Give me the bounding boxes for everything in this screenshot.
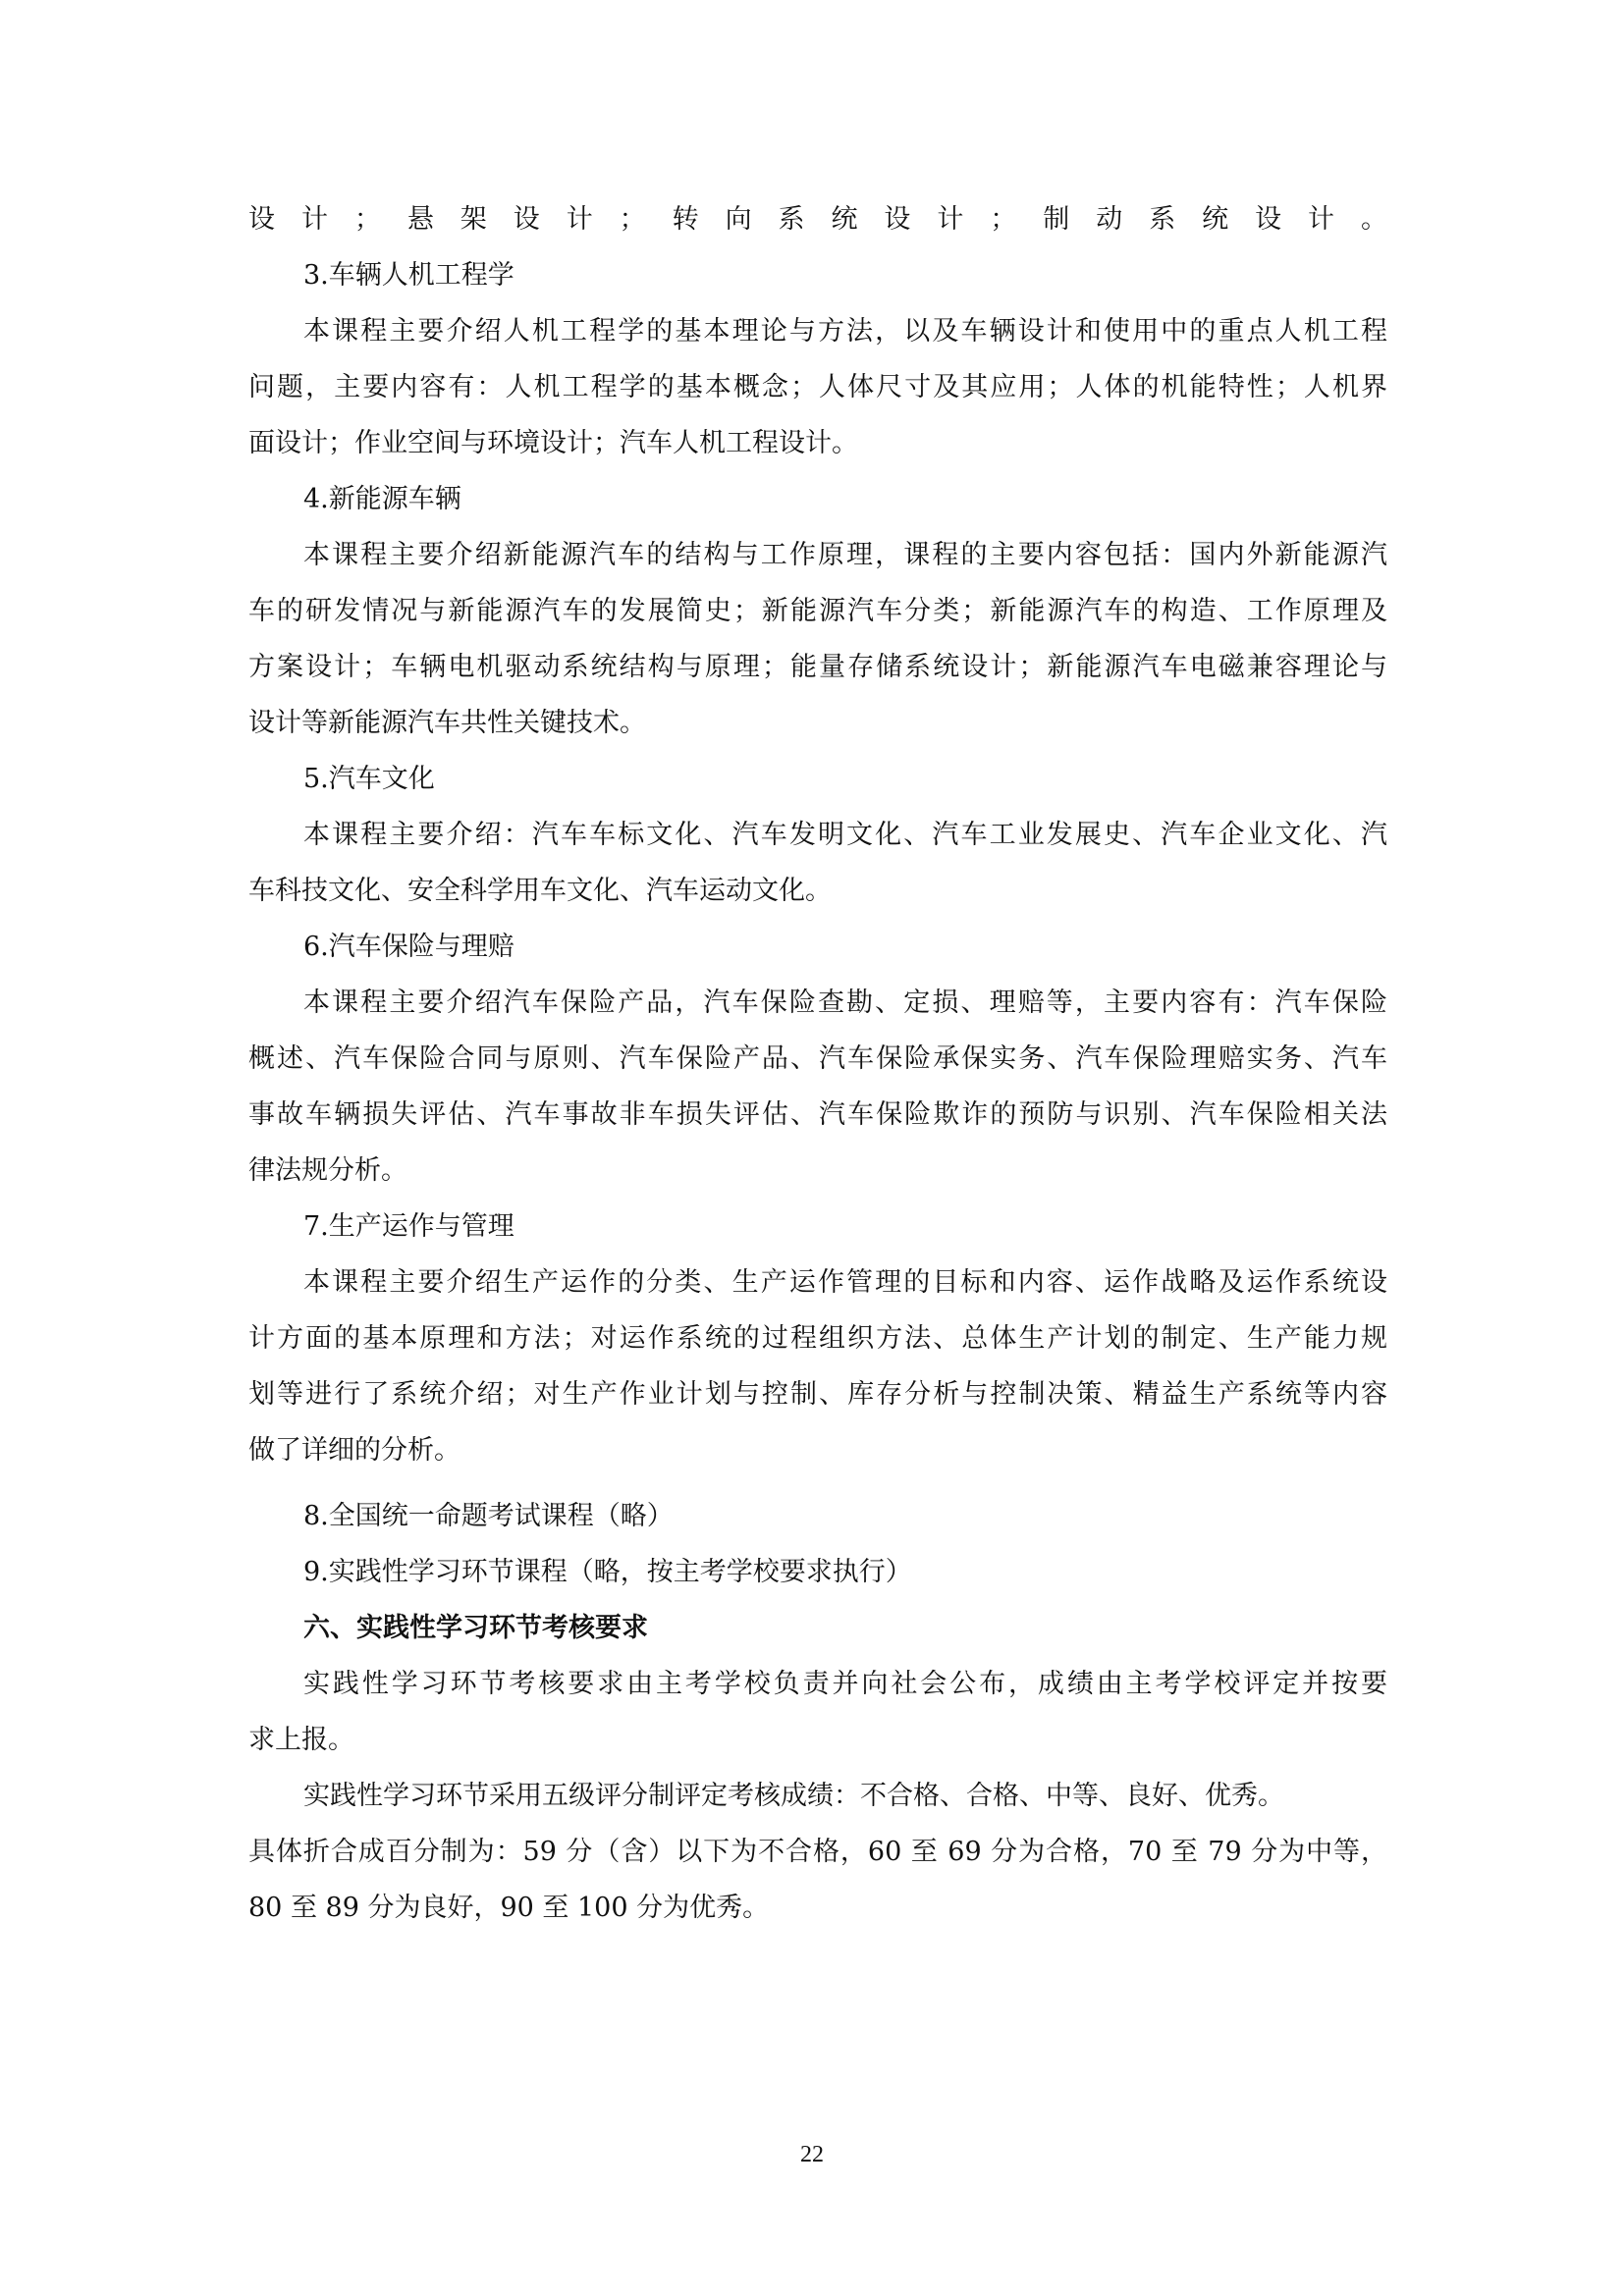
course-heading: 7.生产运作与管理: [303, 1211, 514, 1242]
paragraph-line: 本课程主要介绍人机工程学的基本理论与方法，以及车辆设计和使用中的重点人机工程: [303, 316, 1387, 347]
course-heading: 4.新能源车辆: [303, 484, 461, 514]
paragraph-line: 计方面的基本原理和方法；对运作系统的过程组织方法、总体生产计划的制定、生产能力规: [248, 1323, 1387, 1354]
paragraph-line: 本课程主要介绍新能源汽车的结构与工作原理，课程的主要内容包括：国内外新能源汽: [303, 540, 1387, 570]
course-heading: 3.车辆人机工程学: [303, 260, 514, 291]
paragraph-line: 实践性学习环节采用五级评分制评定考核成绩：不合格、合格、中等、良好、优秀。: [303, 1781, 1284, 1811]
course-heading: 6.汽车保险与理赔: [303, 932, 514, 962]
section-heading: 六、实践性学习环节考核要求: [303, 1613, 648, 1643]
document-body: [248, 191, 1387, 1936]
paragraph-line: 本课程主要介绍生产运作的分类、生产运作管理的目标和内容、运作战略及运作系统设: [303, 1267, 1387, 1298]
course-heading: 8.全国统一命题考试课程（略）: [303, 1501, 674, 1531]
paragraph-line: 概述、汽车保险合同与原则、汽车保险产品、汽车保险承保实务、汽车保险理赔实务、汽车: [248, 1043, 1387, 1074]
paragraph-line: 面设计；作业空间与环境设计；汽车人机工程设计。: [248, 428, 858, 458]
paragraph-line: 设计；悬架设计；转向系统设计；制动系统设计。: [248, 204, 1387, 235]
page-number: 22: [800, 2142, 824, 2167]
paragraph-line: 方案设计；车辆电机驱动系统结构与原理；能量存储系统设计；新能源汽车电磁兼容理论与: [248, 652, 1387, 682]
paragraph-line: 划等进行了系统介绍；对生产作业计划与控制、库存分析与控制决策、精益生产系统等内容: [248, 1379, 1387, 1410]
paragraph-line: 具体折合成百分制为：59 分（含）以下为不合格，60 至 69 分为合格，70 至 79 分为中等，: [248, 1837, 1387, 1867]
paragraph-line: 律法规分析。: [248, 1155, 407, 1186]
paragraph-line: 80 至 89 分为良好，90 至 100 分为优秀。: [248, 1893, 770, 1923]
paragraph-line: 实践性学习环节考核要求由主考学校负责并向社会公布，成绩由主考学校评定并按要: [303, 1669, 1387, 1699]
course-heading: 9.实践性学习环节课程（略，按主考学校要求执行）: [303, 1557, 912, 1587]
paragraph-line: 本课程主要介绍：汽车车标文化、汽车发明文化、汽车工业发展史、汽车企业文化、汽: [303, 820, 1387, 850]
paragraph-line: 设计等新能源汽车共性关键技术。: [248, 708, 646, 738]
course-heading: 5.汽车文化: [303, 764, 435, 794]
paragraph-line: 本课程主要介绍汽车保险产品，汽车保险查勘、定损、理赔等，主要内容有：汽车保险: [303, 988, 1387, 1018]
paragraph-line: 车科技文化、安全科学用车文化、汽车运动文化。: [248, 876, 832, 906]
paragraph-line: 车的研发情况与新能源汽车的发展简史；新能源汽车分类；新能源汽车的构造、工作原理及: [248, 596, 1387, 626]
paragraph-line: 做了详细的分析。: [248, 1435, 460, 1466]
paragraph-line: 求上报。: [248, 1725, 354, 1755]
paragraph-line: 事故车辆损失评估、汽车事故非车损失评估、汽车保险欺诈的预防与识别、汽车保险相关法: [248, 1099, 1387, 1130]
paragraph-line: 问题，主要内容有：人机工程学的基本概念；人体尺寸及其应用；人体的机能特性；人机界: [248, 372, 1387, 402]
